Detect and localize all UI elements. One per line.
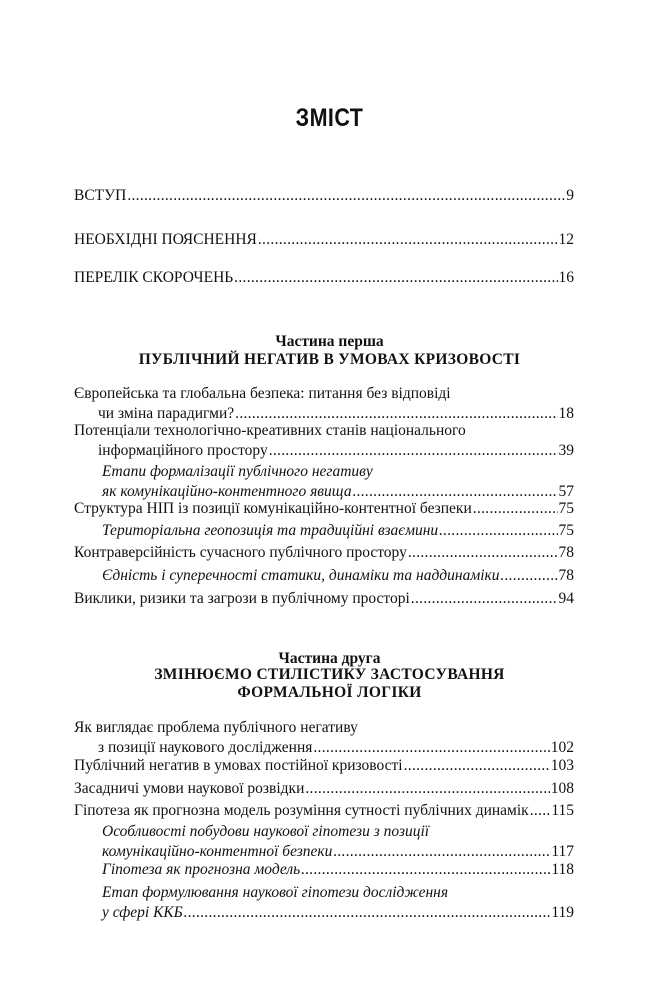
part2-entry-5[interactable]: [74, 822, 574, 862]
toc-page-number: 94: [558, 590, 574, 607]
toc-page-number: 118: [551, 861, 574, 878]
dot-leader: [439, 521, 557, 541]
toc-page-number: 115: [551, 802, 574, 819]
toc-entry-title: Виклики, ризики та загрози в публічному просторі: [74, 590, 410, 607]
toc-page-number: 108: [550, 780, 574, 797]
toc-entry: [74, 543, 574, 563]
toc-page-number: 102: [550, 739, 574, 756]
toc-entry-title: Контраверсійність сучасного публічного простору: [74, 544, 407, 561]
part2-title-line1: ЗМІНЮЄМО СТИЛІСТИКУ ЗАСТОСУВАННЯ: [154, 666, 505, 683]
page-title: ЗМІСТ: [295, 104, 364, 132]
toc-entry-line2: [74, 441, 574, 461]
dot-leader: [404, 756, 550, 776]
toc-entry-title-cont: інформаційного простору: [98, 442, 268, 459]
toc-entry-title: Єдність і суперечності статики, динаміки та наддинаміки: [102, 567, 500, 584]
toc-entry-title-cont: комунікаційно-контентної безпеки: [102, 843, 333, 860]
toc-entry-title: Структура НІП із позиції комунікаційно-контентної безпеки: [74, 500, 472, 517]
dot-leader: [127, 186, 565, 206]
part1-entry-6[interactable]: [74, 543, 574, 563]
dot-leader: [313, 738, 549, 758]
part1-entry-3[interactable]: [74, 462, 574, 502]
dot-leader: [408, 543, 558, 563]
toc-page-number: 75: [558, 500, 574, 517]
toc-entry-title: Гіпотеза як прогнозна модель розуміння сутності публічних динамік: [74, 802, 529, 819]
part2-label: Частина друга: [278, 650, 381, 667]
toc-entry: [74, 589, 574, 609]
toc-entry-title: Потенціали технологічно-креативних станів національного: [74, 422, 466, 439]
dot-leader: [184, 903, 551, 923]
part1-title: ПУБЛІЧНИЙ НЕГАТИВ В УМОВАХ КРИЗОВОСТІ: [138, 351, 521, 368]
toc-entry: [74, 801, 574, 821]
toc-entry-title: Особливості побудови наукової гіпотези з позиції: [102, 823, 430, 840]
part1-entry-4[interactable]: [74, 499, 574, 519]
dot-leader: [473, 499, 558, 519]
toc-page-number: 9: [566, 187, 574, 204]
dot-leader: [333, 842, 550, 862]
toc-front-matter: [74, 186, 574, 206]
dot-leader: [411, 589, 558, 609]
dot-leader: [301, 860, 550, 880]
part1-entry-2[interactable]: [74, 421, 574, 461]
toc-entry-title: Публічний негатив в умовах постійної кризовості: [74, 757, 403, 774]
dot-leader: [258, 230, 558, 250]
toc-entry-title: Етапи формалізації публічного негативу: [102, 463, 373, 480]
toc-entry-title: ПЕРЕЛІК СКОРОЧЕНЬ: [74, 269, 234, 286]
toc-entry-title: Як виглядає проблема публічного негативу: [74, 719, 358, 736]
dot-leader: [269, 441, 558, 461]
toc-entry-title-cont: чи зміна парадигми?: [98, 405, 235, 422]
toc-entry-title: ВСТУП: [74, 187, 127, 204]
dot-leader: [501, 566, 558, 586]
toc-page-number: 75: [558, 522, 574, 539]
toc-entry-title: НЕОБХІДНІ ПОЯСНЕННЯ: [74, 231, 257, 248]
part1-entry-1[interactable]: [74, 384, 574, 424]
toc-page-number: 78: [558, 544, 574, 561]
part1-entry-8[interactable]: [74, 589, 574, 609]
toc-entry-line2: [74, 738, 574, 758]
toc-page-number: 117: [551, 843, 574, 860]
toc-entry-title-cont: як комунікаційно-контентного явища: [102, 483, 352, 500]
toc-page-number: 18: [558, 405, 574, 422]
toc-entry: [74, 860, 574, 880]
part2-entry-7[interactable]: [74, 883, 574, 923]
dot-leader: [234, 268, 557, 288]
toc-entry-notes[interactable]: [74, 230, 574, 250]
toc-entry-title-cont: з позиції наукового дослідження: [98, 739, 313, 756]
toc-entry-title: Засадничі умови наукової розвідки: [74, 780, 305, 797]
toc-page-number: 57: [558, 483, 574, 500]
dot-leader: [305, 779, 549, 799]
toc-entry-title: Етап формулювання наукової гіпотези дослідження: [102, 884, 449, 901]
toc-entry-intro[interactable]: [74, 186, 574, 206]
toc-page-number: 39: [558, 442, 574, 459]
toc-entry: [74, 566, 574, 586]
toc-entry-title: Гіпотеза як прогнозна модель: [102, 861, 301, 878]
part1-entry-5[interactable]: [74, 521, 574, 541]
toc-entry-title-cont: у сфері ККБ: [102, 904, 183, 921]
toc-page-number: 78: [558, 567, 574, 584]
part2-entry-1[interactable]: [74, 718, 574, 758]
toc-entry: [74, 499, 574, 519]
toc-page-number: 16: [558, 269, 574, 286]
toc-entry-abbreviations[interactable]: [74, 268, 574, 288]
toc-page-number: 12: [558, 231, 574, 248]
toc-entry: [74, 779, 574, 799]
part1-label: Частина перша: [275, 333, 384, 350]
part1-entry-7[interactable]: [74, 566, 574, 586]
toc-page-number: 103: [550, 757, 574, 774]
dot-leader: [530, 801, 551, 821]
toc-entry: [74, 521, 574, 541]
toc-front-matter-2: [74, 230, 574, 250]
toc-front-matter-3: [74, 268, 574, 288]
part2-title-line2: ФОРМАЛЬНОЇ ЛОГІКИ: [237, 684, 422, 701]
toc-entry-title: Територіальна геопозиція та традиційні взаємини: [102, 522, 439, 539]
toc-page-number: 119: [551, 904, 574, 921]
part2-entry-4[interactable]: [74, 801, 574, 821]
toc-entry: [74, 756, 574, 776]
part2-entry-3[interactable]: [74, 779, 574, 799]
toc-entry-line2: [74, 842, 574, 862]
part2-entry-2[interactable]: [74, 756, 574, 776]
toc-entry-title: Європейська та глобальна безпека: питання без відповіді: [74, 385, 451, 402]
toc-entry-line2: [74, 903, 574, 923]
part2-entry-6[interactable]: [74, 860, 574, 880]
